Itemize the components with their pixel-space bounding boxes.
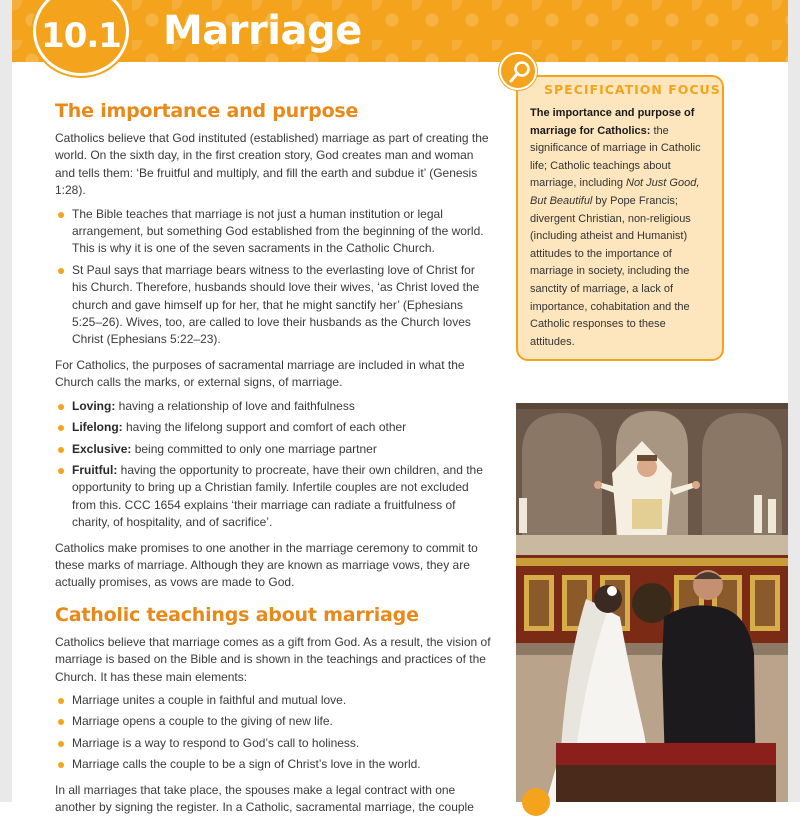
list-item: Marriage calls the couple to be a sign of Christ’s love in the world.	[55, 756, 493, 773]
page-frame-left	[0, 0, 12, 802]
book-title: Not Just Good, But Beautiful	[530, 177, 700, 207]
section-heading-importance: The importance and purpose	[55, 100, 359, 122]
specification-focus-box	[516, 75, 724, 361]
list-item: Marriage is a way to respond to God’s call to holiness.	[55, 735, 493, 752]
section2-closing: In all marriages that take place, the spouses make a legal contract with one another by signing the register. In a Catholic, sacramental marriage, the couple	[55, 782, 474, 814]
mark-desc: having a relationship of love and faithfulness	[115, 398, 355, 413]
section2-intro: Catholics believe that marriage comes as a gift from God. As a result, the vision of marriage is based on the Bible and is shown in the teachings and practices of the Church. It has these main elements:	[55, 634, 491, 684]
page-frame-right	[788, 0, 800, 802]
spec-focus-heading: The importance and purpose of marriage for Catholics:	[530, 107, 695, 137]
spec-focus-text-b: by Pope Francis; divergent Christian, non-religious (including atheist and Humanist) attitudes to the importance of marriage in society, including the sanctity of marriage, a lack of importance, cohabitation and the Catholic responses to these attitudes.	[530, 194, 691, 348]
page-title: Marriage	[163, 8, 362, 54]
section1-closing: Catholics make promises to one another in the marriage ceremony to commit to these marks of marriage. Although they are known as marriage vows, they are actually promises, as vows are made to God.	[55, 540, 478, 590]
list-item: St Paul says that marriage bears witness to the everlasting love of Christ for his Church. Therefore, husbands should love their wives, ‘as Christ loved the church and gave himself up for her, that he might sanctify her’ (Ephesians 5:25–26). Wives, too, are called to love their husbands as the Church loves Christ (Ephesians 5:22–23).	[55, 262, 493, 349]
mark-item-exclusive	[55, 441, 493, 458]
mark-term: Exclusive:	[72, 441, 132, 456]
mark-item-fruitful	[55, 462, 493, 532]
spec-focus-text-a: the significance of marriage in Catholic life; Catholic teachings about marriage, including	[530, 124, 701, 190]
chapter-badge	[33, 0, 129, 76]
list-item: Marriage opens a couple to the giving of new life.	[55, 713, 493, 730]
mark-term: Loving:	[72, 398, 116, 413]
magnifier-icon	[499, 52, 537, 90]
mark-desc: having the opportunity to procreate, have their own children, and the opportunity to bring up a Christian family. Infertile couples are not excluded from this. CCC 1654 explains ‘their marriage can radiate a fruitfulness of charity, of hospitality, and of sacrifice’.	[72, 462, 483, 530]
spec-focus-text	[530, 105, 712, 351]
section2-bullet-list	[55, 692, 493, 774]
mark-term: Fruitful:	[72, 462, 118, 477]
main-content	[55, 100, 493, 822]
mark-term: Lifelong:	[72, 420, 123, 435]
mark-item-lifelong	[55, 419, 493, 436]
mark-desc: having the lifelong support and comfort of each other	[122, 420, 407, 435]
section-heading-teachings: Catholic teachings about marriage	[55, 603, 419, 626]
list-item: The Bible teaches that marriage is not just a human institution or legal arrangement, but something God established from the beginning of the world. This is why it is one of the seven sacraments in the Catholic Church.	[55, 206, 493, 258]
section1-intro: Catholics believe that God instituted (established) marriage as part of creating the world. On the sixth day, in the first creation story, God creates man and woman and tells them: ‘Be fruitful and multiply, and fill the earth and subdue it’ (Genesis 1:28).	[55, 131, 489, 198]
chapter-number: 10.1	[41, 16, 121, 56]
spec-focus-label: SPECIFICATION FOCUS	[544, 82, 721, 97]
mark-item-loving	[55, 398, 493, 415]
list-item: Marriage unites a couple in faithful and mutual love.	[55, 692, 493, 709]
mark-desc: being committed to only one marriage partner	[131, 441, 377, 456]
marks-intro: For Catholics, the purposes of sacramental marriage are included in what the Church calls the marks, or external signs, of marriage.	[55, 357, 465, 390]
wedding-ceremony-photo	[516, 403, 788, 802]
section1-bullet-list	[55, 206, 493, 349]
marks-list	[55, 398, 493, 532]
